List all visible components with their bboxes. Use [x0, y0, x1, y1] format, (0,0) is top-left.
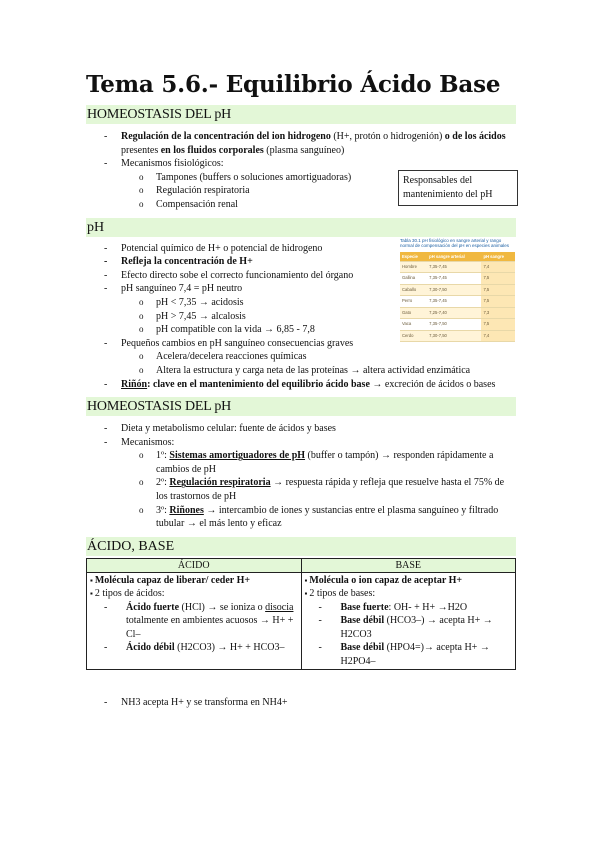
- sub-list-item: [86, 449, 516, 476]
- table-cell: 7,3: [481, 307, 515, 319]
- text: Pequeños cambios en pH sanguíneo consecuencias graves: [121, 337, 354, 349]
- text: → excreción de ácidos o bases: [369, 378, 496, 390]
- text: 2º:: [156, 477, 170, 489]
- section-heading-homeostasis-1: HOMEOSTASIS DEL pH: [86, 105, 516, 124]
- list-item: - Refleja la concentración de H+: [86, 255, 516, 269]
- table-cell: 7,35-7,45: [427, 296, 481, 308]
- table-row: [400, 273, 515, 285]
- text: (HCO3–) → acepta H+ → H2CO3: [340, 615, 493, 640]
- list-item: - Potencial químico de H+ o potencial de hidrogeno: [86, 242, 516, 256]
- bold-underlined-text: Sistemas amortiguadores de pH: [169, 450, 306, 462]
- acid-base-table: [86, 558, 516, 671]
- table-cell: Caballo: [400, 284, 427, 296]
- bold-text: en los fluidos corporales: [160, 144, 264, 156]
- text: (plasma sanguíneo): [263, 144, 345, 156]
- ph-species-table-image: [400, 238, 515, 366]
- sub-list-item: [86, 504, 516, 531]
- sub-list-item: o pH > 7,45 → alcalosis: [86, 310, 516, 324]
- sub-list-item: o Regulación respiratoria: [86, 184, 516, 198]
- table-header: pH sangre: [481, 252, 515, 262]
- strong-acid-item: [90, 601, 298, 642]
- list-item: - NH3 acepta H+ y se transforma en NH4+: [86, 696, 516, 710]
- page-title: Tema 5.6.- Equilibrio Ácido Base: [86, 71, 501, 98]
- bold-text: Ácido débil: [126, 642, 175, 654]
- table-cell: 7,30-7,50: [427, 330, 481, 342]
- section-heading-homeostasis-2: HOMEOSTASIS DEL pH: [86, 397, 516, 416]
- sub-list-item: o Altera la estructura y carga neta de las proteínas → altera actividad enzimática: [86, 364, 516, 378]
- acid-cell: [87, 572, 302, 670]
- table-row: [400, 261, 515, 273]
- list-item: - Efecto directo sobe el correcto funcionamiento del órgano: [86, 269, 516, 283]
- table-cell: Cerdo: [400, 330, 427, 342]
- table-cell: Gallina: [400, 273, 427, 285]
- text: 1º:: [156, 450, 170, 462]
- table-cell: 7,35-7,45: [427, 261, 481, 273]
- table-header-acido: ÁCIDO: [87, 558, 302, 572]
- bold-text: Regulación de la concentración del ion hidrogeno: [121, 131, 331, 142]
- underlined-text: disocia: [265, 601, 294, 613]
- document-page: [86, 70, 516, 710]
- table-row: [400, 284, 515, 296]
- bold-text: Base débil: [340, 642, 385, 654]
- section-heading-acido-base: ÁCIDO, BASE: [86, 537, 516, 556]
- image-caption: Tabla 30.1 pH fisiológico en sangre arterial y rango normal de compensación del pH en especies animales: [400, 238, 510, 249]
- base-types: ▪ 2 tipos de bases:: [305, 587, 513, 601]
- ph-species-table: [400, 252, 515, 343]
- text: totalmente en ambientes acuosos → H+ + Cl–: [126, 615, 294, 640]
- text: 3º:: [156, 504, 170, 516]
- table-cell: 7,30-7,50: [427, 284, 481, 296]
- table-cell: 7,5: [481, 319, 515, 331]
- table-cell: 7,4: [481, 261, 515, 273]
- section-homeostasis-2: [86, 422, 516, 531]
- table-cell: Gato: [400, 307, 427, 319]
- sub-list-item: o Tampones (buffers o soluciones amortiguadoras): [86, 171, 516, 185]
- strong-base-item: [305, 601, 513, 615]
- table-cell: Perro: [400, 296, 427, 308]
- weak-base-item: [305, 641, 513, 668]
- sub-list-item: o Compensación renal: [86, 198, 516, 212]
- base-cell: [301, 572, 516, 670]
- bold-text: Base fuerte: [340, 601, 389, 613]
- text: (buffer o tampón) → responden rápidamente a cambios de pH: [156, 450, 494, 475]
- table-cell: Vaca: [400, 319, 427, 331]
- sub-list-item: [86, 476, 516, 503]
- text: (HPO4=)→ acepta H+ → H2PO4–: [340, 642, 490, 667]
- table-row: [400, 330, 515, 342]
- text: Mecanismos fisiológicos:: [121, 158, 224, 170]
- table-header: Especie: [400, 252, 427, 262]
- table-header-base: BASE: [301, 558, 516, 572]
- bold-underlined-text: Riñón: [121, 378, 148, 390]
- bold-text: o de los ácidos: [444, 131, 506, 142]
- text: (HCl) → se ioniza o: [179, 601, 266, 613]
- table-cell: 7,5: [481, 296, 515, 308]
- table-cell: 7,5: [481, 273, 515, 285]
- table-row: [400, 319, 515, 331]
- text: → respuesta rápida y refleja que resuelve hasta el 75% de los trastornos de pH: [156, 477, 505, 503]
- text: (H2CO3) → H+ + HCO3–: [174, 642, 285, 654]
- text: presentes: [121, 144, 161, 156]
- acid-definition: ▪ Molécula capaz de liberar/ ceder H+: [90, 574, 298, 588]
- base-definition: ▪ Molécula o ion capaz de aceptar H+: [305, 574, 513, 588]
- text: pH sanguíneo 7,4 = pH neutro: [121, 283, 243, 295]
- list-item: [86, 436, 516, 531]
- bold-underlined-text: Regulación respiratoria: [169, 477, 271, 489]
- responsables-note-box: Responsables del mantenimiento del pH: [398, 170, 518, 206]
- table-cell: 7,25-7,40: [427, 307, 481, 319]
- weak-base-item: [305, 614, 513, 641]
- bold-text: : clave en el mantenimiento del equilibrio ácido base: [147, 378, 370, 390]
- sub-list-item: o Acelera/decelera reacciones químicas: [86, 350, 516, 364]
- text: (H+, protón o hidrogenión): [330, 131, 445, 142]
- list-item: [86, 378, 516, 392]
- table-cell: 7,35-7,50: [427, 319, 481, 331]
- weak-acid-item: [90, 641, 298, 655]
- sub-list-item: o pH < 7,35 → acidosis: [86, 296, 516, 310]
- text: : OH- + H+ →H2O: [388, 601, 468, 613]
- table-header: pH sangre arterial: [427, 252, 481, 262]
- list-item: - Dieta y metabolismo celular: fuente de ácidos y bases: [86, 422, 516, 436]
- list-item: [86, 130, 516, 157]
- bold-underlined-text: Riñones: [169, 504, 204, 516]
- table-cell: 7,5: [481, 284, 515, 296]
- text: → intercambio de iones y sustancias entre el plasma sanguíneo y filtrado tubular → el más lento y eficaz: [156, 504, 499, 530]
- acid-types: ▪ 2 tipos de ácidos:: [90, 587, 298, 601]
- table-row: [400, 296, 515, 308]
- sub-list-item: o pH compatible con la vida → 6,85 - 7,8: [86, 323, 516, 337]
- text: Mecanismos:: [121, 436, 175, 448]
- table-row: [400, 307, 515, 319]
- bold-text: Ácido fuerte: [126, 601, 180, 613]
- section-heading-ph: pH: [86, 218, 516, 237]
- table-cell: 7,4: [481, 330, 515, 342]
- bold-text: Base débil: [340, 615, 385, 627]
- table-cell: 7,35-7,45: [427, 273, 481, 285]
- table-cell: Hombre: [400, 261, 427, 273]
